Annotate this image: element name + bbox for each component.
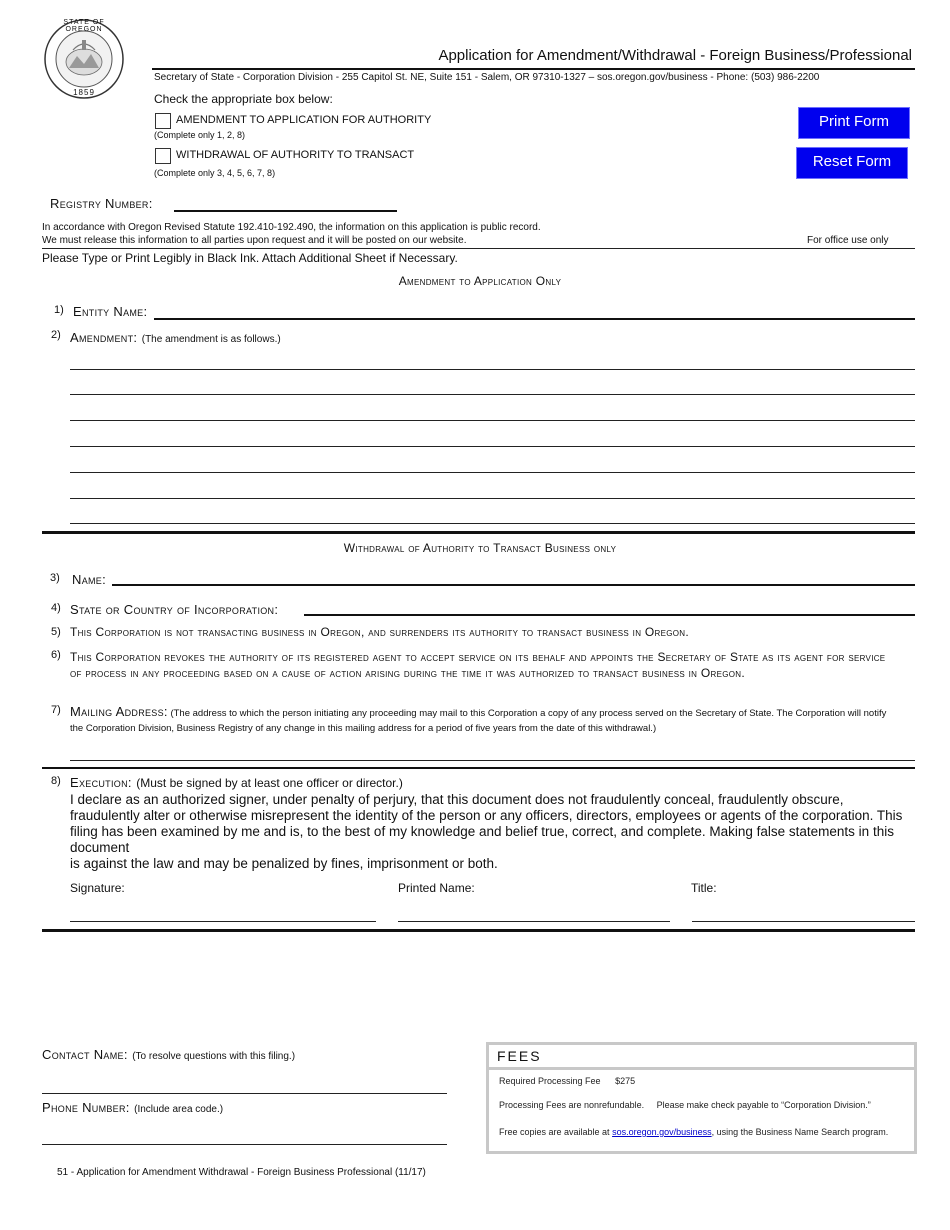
registry-number-field[interactable]	[174, 210, 397, 212]
public-record-line-2: We must release this information to all parties upon request and it will be posted on our website.	[42, 235, 467, 246]
required-fee-label: Required Processing Fee	[499, 1076, 601, 1086]
amendment-option-label: AMENDMENT TO APPLICATION FOR AUTHORITY	[176, 114, 432, 126]
item-number-3: 3)	[50, 572, 60, 584]
signature-label: Signature:	[70, 881, 125, 895]
registry-number-label: Registry Number:	[50, 196, 153, 211]
amendment-line-4[interactable]	[70, 446, 915, 447]
phone-number-note: (Include area code.)	[134, 1104, 224, 1115]
item-number-7: 7)	[51, 704, 61, 716]
division-address: Secretary of State - Corporation Division - 255 Capitol St. NE, Suite 151 - Salem, OR 97310-1327 – sos.oregon.gov/business - Phone: (503) 986-2200	[154, 72, 820, 83]
instructions: Please Type or Print Legibly in Black Ink. Attach Additional Sheet if Necessary.	[42, 251, 458, 265]
title-rule	[152, 68, 915, 70]
state-seal	[43, 18, 125, 100]
phone-number-label: Phone Number:	[42, 1100, 130, 1115]
amendment-label-row	[70, 329, 281, 347]
section-divider-1	[42, 531, 915, 534]
mailing-address-label: Mailing Address:	[70, 704, 168, 719]
office-use-rule	[42, 248, 915, 249]
item-number-2: 2)	[51, 329, 61, 341]
amendment-option-note: (Complete only 1, 2, 8)	[154, 130, 246, 140]
withdrawal-heading: Withdrawal of Authority to Transact Business only	[343, 541, 617, 555]
item-number-4: 4)	[51, 602, 61, 614]
execution-label: Execution:	[70, 775, 132, 790]
withdrawal-option-label: WITHDRAWAL OF AUTHORITY TO TRANSACT	[176, 149, 415, 161]
printed-name-label: Printed Name:	[398, 881, 475, 895]
state-country-label: State or Country of Incorporation:	[70, 602, 279, 617]
amendment-line-5[interactable]	[70, 472, 915, 473]
execution-note: (Must be signed by at least one officer or director.)	[136, 776, 403, 790]
contact-name-note: (To resolve questions with this filing.)	[132, 1051, 296, 1062]
mailing-address-field[interactable]	[70, 760, 915, 761]
amendment-note: (The amendment is as follows.)	[141, 334, 281, 345]
required-fee-amount: $275	[615, 1076, 636, 1086]
entity-name-label: Entity Name:	[73, 304, 148, 319]
payable-note: Please make check payable to “Corporation Division.”	[656, 1100, 871, 1110]
amendment-line-7[interactable]	[70, 523, 915, 524]
signature-field[interactable]	[70, 921, 376, 922]
name-label: Name:	[72, 572, 107, 587]
amendment-label: Amendment:	[70, 330, 138, 345]
section-divider-3	[42, 929, 915, 932]
contact-name-row	[42, 1046, 295, 1064]
mailing-address-block	[70, 704, 900, 736]
amendment-line-1[interactable]	[70, 369, 915, 370]
free-copies-post: , using the Business Name Search program.	[711, 1127, 889, 1137]
phone-number-field[interactable]	[42, 1144, 447, 1145]
fees-box	[486, 1042, 917, 1154]
name-field[interactable]	[112, 584, 915, 586]
seal-top-text: STATE OF OREGON	[63, 19, 105, 33]
phone-number-row	[42, 1099, 223, 1117]
form-title: Application for Amendment/Withdrawal - Foreign Business/Professional	[438, 47, 912, 64]
fees-heading: FEES	[489, 1045, 914, 1070]
public-record-line-1: In accordance with Oregon Revised Statute 192.410-192.490, the information on this application is public record.	[42, 222, 541, 233]
item-5-text: This Corporation is not transacting business in Oregon, and surrenders its authority to transact business in Oregon.	[70, 625, 690, 639]
business-registry-link[interactable]: sos.oregon.gov/business	[612, 1127, 712, 1137]
declaration-penalty: is against the law and may be penalized by fines, imprisonment or both.	[70, 856, 498, 871]
amendment-line-6[interactable]	[70, 498, 915, 499]
title-field[interactable]	[692, 921, 915, 922]
item-number-1: 1)	[54, 304, 64, 316]
amendment-line-2[interactable]	[70, 394, 915, 395]
execution-label-row	[70, 774, 403, 792]
item-number-8: 8)	[51, 775, 61, 787]
withdrawal-option-note: (Complete only 3, 4, 5, 6, 7, 8)	[154, 168, 276, 178]
fees-refund-row	[499, 1100, 871, 1110]
contact-name-field[interactable]	[42, 1093, 447, 1094]
amendment-heading: Amendment to Application Only	[398, 274, 562, 288]
item-6-text: This Corporation revokes the authority of its registered agent to accept service on its behalf and appoints the Secretary of State as its agent for service of process in any proceeding based on a cause of action arising during the time it was authorized to transact business in Oregon.	[70, 650, 886, 680]
check-prompt: Check the appropriate box below:	[154, 92, 333, 106]
section-divider-2	[42, 767, 915, 769]
amendment-line-3[interactable]	[70, 420, 915, 421]
amendment-checkbox[interactable]	[155, 113, 171, 129]
nonrefundable-note: Processing Fees are nonrefundable.	[499, 1100, 645, 1110]
contact-name-label: Contact Name:	[42, 1047, 128, 1062]
fees-required-row	[499, 1076, 635, 1086]
free-copies-pre: Free copies are available at	[499, 1127, 613, 1137]
item-number-6: 6)	[51, 649, 61, 661]
printed-name-field[interactable]	[398, 921, 670, 922]
reset-form-button[interactable]: Reset Form	[796, 147, 908, 179]
declaration-text: I declare as an authorized signer, under penalty of perjury, that this document does not fraudulently conceal, fraudulently obscure, fraudulently alter or otherwise misrepresent the identity of the person or any officers, directors, employees or agents of the corporation. This filing has been examined by me and is, to the best of my knowledge and belief true, correct, and complete. Making false statements in this document	[70, 792, 903, 855]
title-label: Title:	[691, 881, 717, 895]
office-use-label: For office use only	[807, 235, 889, 246]
state-country-field[interactable]	[304, 614, 915, 616]
withdrawal-checkbox[interactable]	[155, 148, 171, 164]
seal-year: 1859	[73, 88, 95, 97]
free-copies-row	[499, 1127, 888, 1137]
entity-name-field[interactable]	[154, 318, 915, 320]
print-form-button[interactable]: Print Form	[798, 107, 910, 139]
mailing-address-note: (The address to which the person initiating any proceeding may mail to this Corporation a copy of any process served on the Secretary of State. The Corporation will notify the Corporation Division, Business Registry of any change in this mailing address for a period of five years from the date of this withdrawal.)	[70, 708, 887, 734]
item-number-5: 5)	[51, 626, 61, 638]
form-footer: 51 - Application for Amendment Withdrawal - Foreign Business Professional (11/17)	[57, 1167, 426, 1178]
